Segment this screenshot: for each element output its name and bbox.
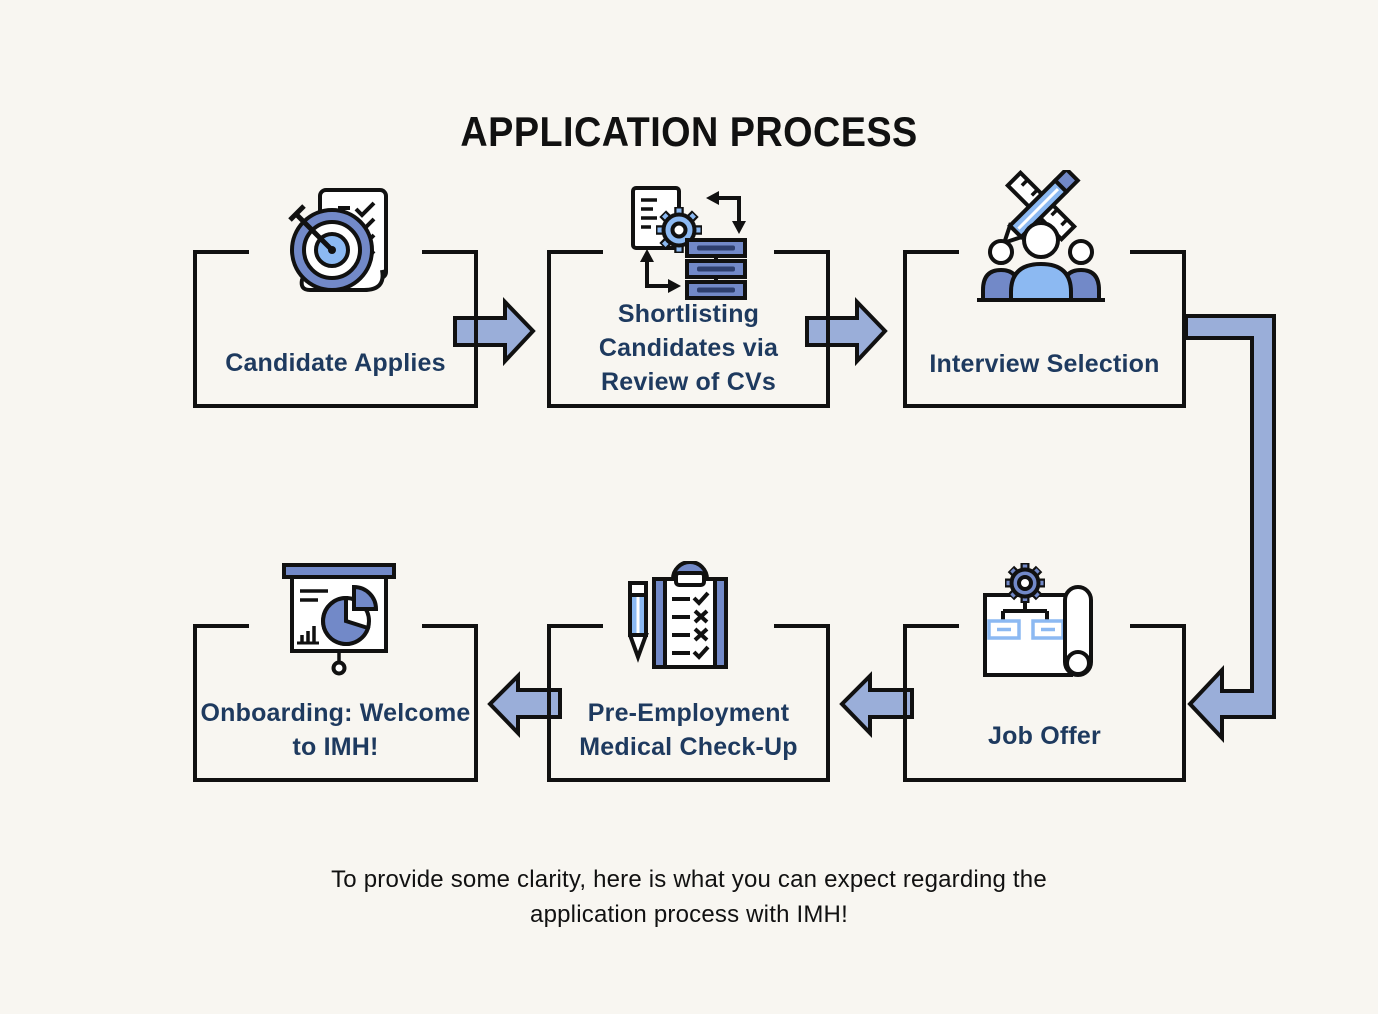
page-title: APPLICATION PROCESS bbox=[460, 108, 918, 156]
flow-arrow-step4-step5 bbox=[842, 676, 912, 733]
cv-screening-icon bbox=[623, 182, 755, 308]
step-label: Interview Selection bbox=[929, 350, 1160, 378]
medical-checklist-icon bbox=[628, 561, 750, 679]
flow-arrow-step3-step4-elbow bbox=[1186, 316, 1274, 738]
onboarding-presentation-icon bbox=[282, 563, 396, 679]
step-label: Shortlisting Candidates via Review of CVs bbox=[598, 300, 779, 396]
target-checklist-icon bbox=[282, 186, 398, 302]
job-offer-blueprint-icon bbox=[981, 561, 1099, 681]
step-label: Job Offer bbox=[988, 722, 1101, 750]
step-label: Candidate Applies bbox=[225, 349, 446, 377]
interview-panel-icon bbox=[975, 170, 1107, 304]
step-label: Onboarding: Welcome to IMH! bbox=[200, 699, 471, 761]
footer-line-1: To provide some clarity, here is what you can expect regarding the bbox=[331, 866, 1047, 893]
step-label: Pre-Employment Medical Check-Up bbox=[579, 699, 798, 761]
footer-line-2: application process with IMH! bbox=[530, 901, 848, 928]
